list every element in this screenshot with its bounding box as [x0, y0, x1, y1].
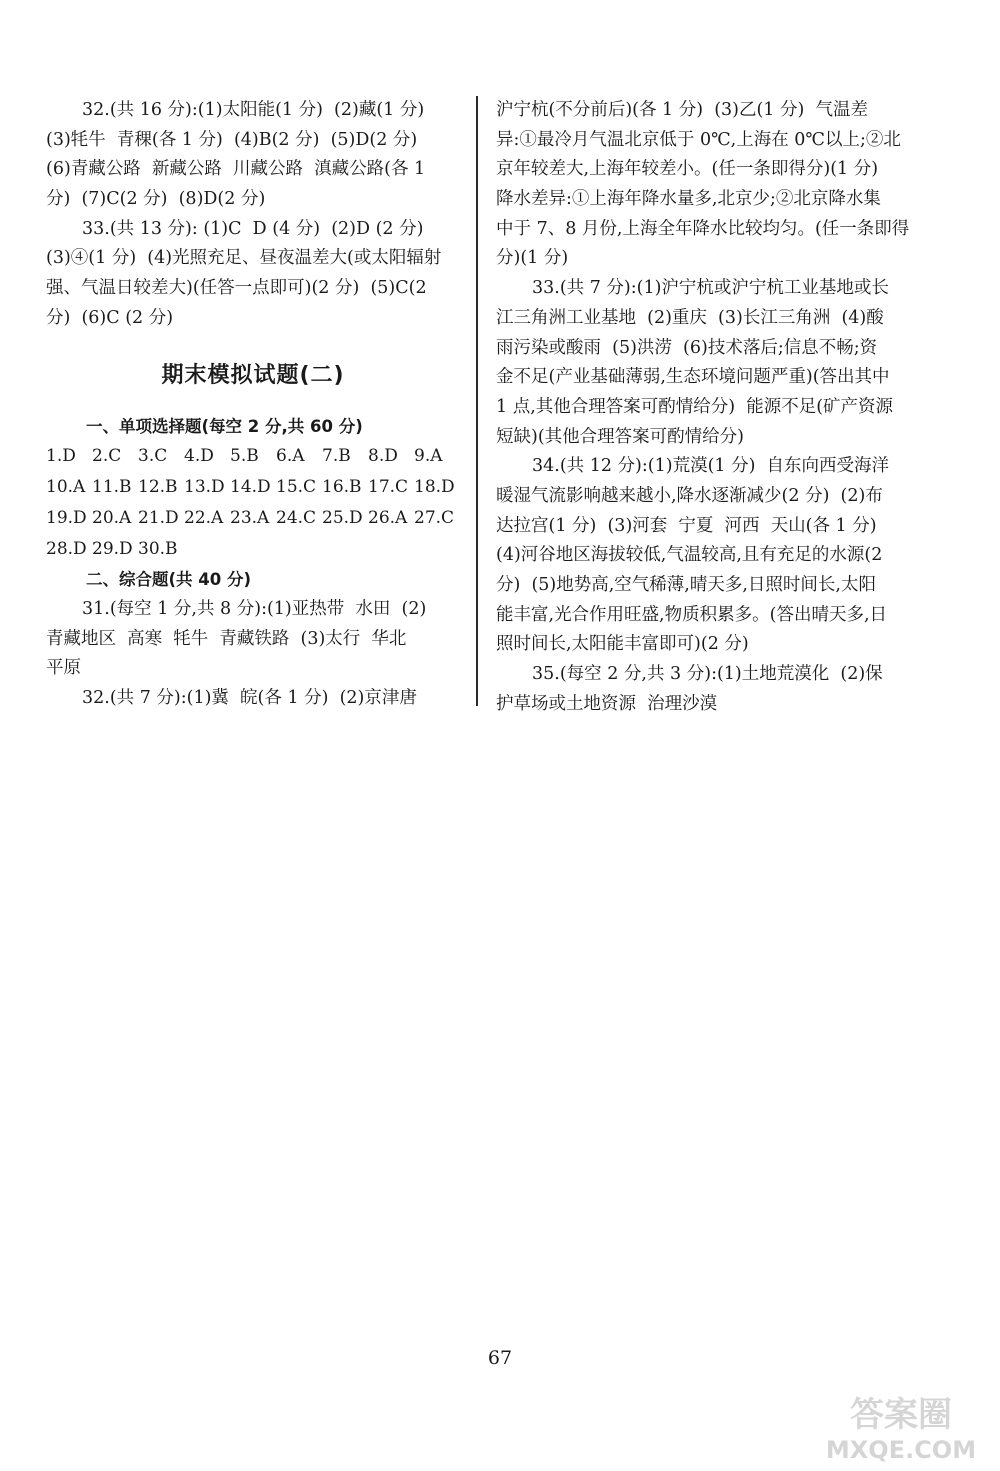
text-line: 雨污染或酸雨 (5)洪涝 (6)技术落后;信息不畅;资 [496, 337, 878, 358]
choice-answer: 25.D [322, 508, 363, 529]
choice-answer: 23.A [230, 508, 270, 529]
choice-answer: 30.B [138, 539, 178, 560]
choice-answer: 9.A [414, 446, 443, 467]
text-line: 短缺)(其他合理答案可酌情给分) [496, 426, 744, 447]
text-line: 31.(每空 1 分,共 8 分):(1)亚热带 水田 (2) [82, 598, 427, 619]
choice-answer: 16.B [322, 477, 362, 498]
text-line: 护草场或土地资源 治理沙漠 [496, 693, 718, 714]
svg-text:答案圈: 答案圈 [850, 1395, 952, 1435]
page-number: 67 [487, 1347, 513, 1369]
choice-answer: 26.A [368, 508, 408, 529]
watermark-logo [806, 1386, 996, 1466]
q35-answer [496, 660, 958, 719]
svg-text:MXQE.COM: MXQE.COM [825, 1436, 977, 1464]
text-line: 32.(共 16 分):(1)太阳能(1 分) (2)藏(1 分) [82, 100, 425, 120]
choice-answer: 29.D [92, 539, 133, 560]
q33-answer [46, 215, 460, 334]
text-line: 1 点,其他合理答案可酌情给分) 能源不足(矿产资源 [496, 396, 894, 417]
choice-answer: 14.D [230, 477, 271, 498]
q33-answer-right [496, 274, 958, 452]
choice-answer: 28.D [46, 539, 87, 560]
text-line: 34.(共 12 分):(1)荒漠(1 分) 自东向西受海洋 [532, 456, 890, 477]
text-line: 青藏地区 高寒 牦牛 青藏铁路 (3)太行 华北 [46, 628, 407, 649]
q32b-answer: 32.(共 7 分):(1)冀 皖(各 1 分) (2)京津唐 [82, 687, 417, 708]
text-line: 能丰富,光合作用旺盛,物质积累多。(答出晴天多,日 [496, 604, 888, 625]
text-line: 金不足(产业基础薄弱,生态环境问题严重)(答出其中 [496, 367, 890, 388]
choice-answer: 17.C [368, 477, 409, 498]
choice-answer: 8.D [368, 446, 398, 467]
text-line: 沪宁杭(不分前后)(各 1 分) (3)乙(1 分) 气温差 [496, 100, 868, 120]
section-title: 期末模拟试题(二) [161, 362, 345, 388]
choice-answer: 4.D [184, 446, 214, 467]
choice-answer: 13.D [184, 477, 225, 498]
text-line: 京年较差大,上海年较差小。(任一条即得分)(1 分) [496, 159, 879, 180]
q31-answer [46, 595, 460, 684]
choice-answer: 24.C [276, 508, 317, 529]
part1-heading: 一、单项选择题(每空 2 分,共 60 分) [86, 416, 363, 436]
text-line: (4)河谷地区海拔较低,气温较高,且有充足的水源(2 [496, 545, 883, 566]
text-line: 降水差异:①上海年降水量多,北京少;②北京降水集 [496, 189, 881, 210]
text-line: 江三角洲工业基地 (2)重庆 (3)长江三角洲 (4)酸 [496, 307, 884, 328]
text-line: 分) (6)C (2 分) [46, 307, 174, 328]
text-line: 强、气温日较差大)(任答一点即可)(2 分) (5)C(2 [46, 278, 427, 299]
q34-answer [496, 452, 958, 660]
choice-answer: 2.C [92, 446, 122, 467]
q32-continued [496, 96, 958, 274]
text-line: (6)青藏公路 新藏公路 川藏公路 滇藏公路(各 1 [46, 159, 426, 180]
text-line: 平原 [46, 658, 81, 679]
column-divider [476, 96, 478, 706]
choice-answer: 15.C [276, 477, 317, 498]
text-line: 35.(每空 2 分,共 3 分):(1)土地荒漠化 (2)保 [532, 664, 883, 685]
choice-answer: 10.A [46, 477, 86, 498]
choice-answer: 6.A [276, 446, 305, 467]
part2-heading: 二、综合题(共 40 分) [86, 570, 252, 590]
choice-answer-grid [46, 441, 460, 565]
choice-answer: 1.D [46, 446, 76, 467]
text-line: 达拉宫(1 分) (3)河套 宁夏 河西 天山(各 1 分) [496, 515, 877, 536]
left-column [46, 96, 460, 714]
text-line: 33.(共 7 分):(1)沪宁杭或沪宁杭工业基地或长 [532, 278, 889, 299]
text-line: (3)牦牛 青稞(各 1 分) (4)B(2 分) (5)D(2 分) [46, 129, 418, 150]
choice-answer: 19.D [46, 508, 87, 529]
choice-answer: 22.A [184, 508, 224, 529]
choice-answer: 20.A [92, 508, 132, 529]
text-line: (3)④(1 分) (4)光照充足、昼夜温差大(或太阳辐射 [46, 248, 442, 269]
choice-answer: 18.D [414, 477, 455, 498]
text-line: 照时间长,太阳能丰富即可)(2 分) [496, 634, 749, 655]
choice-answer: 3.C [138, 446, 168, 467]
text-line: 分) (7)C(2 分) (8)D(2 分) [46, 189, 266, 210]
choice-answer: 21.D [138, 508, 179, 529]
choice-answer: 12.B [138, 477, 178, 498]
q32-answer [46, 96, 460, 215]
text-line: 异:①最冷月气温北京低于 0℃,上海在 0℃以上;②北 [496, 129, 901, 150]
choice-answer: 7.B [322, 446, 351, 467]
text-line: 中于 7、8 月份,上海全年降水比较均匀。(任一条即得 [496, 218, 910, 239]
text-line: 暖湿气流影响越来越小,降水逐渐减少(2 分) (2)布 [496, 485, 883, 506]
right-column [496, 96, 958, 719]
choice-answer: 5.B [230, 446, 259, 467]
text-line: 分)(1 分) [496, 248, 569, 269]
text-line: 33.(共 13 分): (1)C D (4 分) (2)D (2 分) [82, 218, 424, 239]
choice-answer: 27.C [414, 508, 455, 529]
text-line: 分) (5)地势高,空气稀薄,晴天多,日照时间长,太阳 [496, 575, 876, 595]
choice-answer: 11.B [92, 477, 132, 498]
